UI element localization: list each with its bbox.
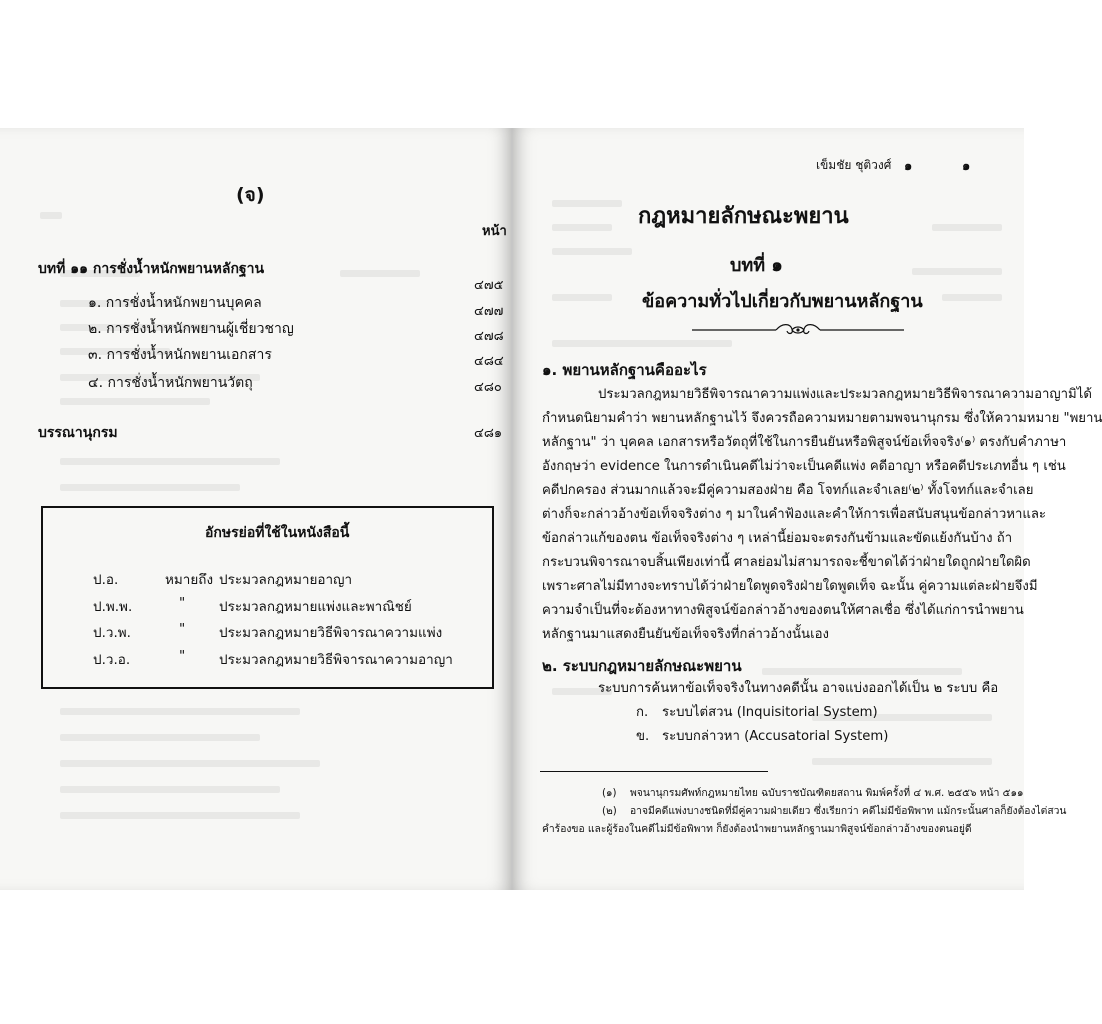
abbreviation: ป.ว.พ.: [93, 625, 131, 641]
toc-chapter-heading: บทที่ ๑๑ การชั่งน้ำหนักพยานหลักฐาน: [38, 261, 265, 277]
toc-page-number: ๔๗๕: [474, 278, 504, 293]
body-line: ความจำเป็นที่จะต้องหาทางพิสูจน์ข้อกล่าวอ้างของตนให้ศาลเชื่อ ซึ่งได้แก่การนำพยาน: [542, 603, 1024, 618]
bibliography-page: ๔๘๑: [474, 426, 503, 441]
abbreviation-means: ": [179, 595, 186, 611]
abbreviation: ป.พ.พ.: [93, 599, 133, 615]
page-column-label: หน้า: [482, 224, 507, 239]
chapter-label: บทที่ ๑: [730, 255, 783, 276]
abbreviation: ป.อ.: [93, 572, 119, 588]
toc-page-number: ๔๗๘: [474, 329, 504, 344]
body-line: คดีปกครอง ส่วนมากแล้วจะมีคู่ความสองฝ่าย คือ โจทก์และจำเลย⁽๒⁾ ทั้งโจทก์และจำเลย: [542, 483, 1034, 498]
section-heading: ๑. พยานหลักฐานคืออะไร: [542, 361, 707, 379]
body-line: หลักฐานมาแสดงยืนยันข้อเท็จจริงที่กล่าวอ้างนั้นเอง: [542, 627, 829, 642]
body-line: ประมวลกฎหมายวิธีพิจารณาความแพ่งและประมวลกฎหมายวิธีพิจารณาความอาญามิได้: [598, 387, 1092, 402]
toc-item: ๑. การชั่งน้ำหนักพยานบุคคล: [88, 295, 262, 311]
body-line: กำหนดนิยามคำว่า พยานหลักฐานไว้ จึงควรถือความหมายตามพจนานุกรม ซึ่งให้ความหมาย "พยาน: [542, 411, 1102, 426]
abbreviation: ป.ว.อ.: [93, 652, 131, 668]
toc-item: ๓. การชั่งน้ำหนักพยานเอกสาร: [88, 347, 272, 363]
list-item-marker: ข.: [636, 729, 650, 744]
body-line: อังกฤษว่า evidence ในการดำเนินคดีไม่ว่าจะเป็นคดีแพ่ง คดีอาญา หรือคดีประเภทอื่น ๆ เช่น: [542, 459, 1066, 474]
abbreviation-means: ": [179, 621, 186, 637]
body-line: ระบบการค้นหาข้อเท็จจริงในทางคดีนั้น อาจแบ่งออกได้เป็น ๒ ระบบ คือ: [598, 681, 999, 696]
abbreviations-box: [41, 506, 494, 689]
toc-item: ๔. การชั่งน้ำหนักพยานวัตถุ: [88, 375, 253, 391]
body-line: ข้อกล่าวแก้ของตน ข้อเท็จจริงต่าง ๆ เหล่านี้ย่อมจะตรงกันข้ามและขัดแย้งกันบ้าง ถ้า: [542, 531, 1013, 546]
section-heading: ๒. ระบบกฎหมายลักษณะพยาน: [542, 657, 742, 675]
footnote: พจนานุกรมศัพท์กฎหมายไทย ฉบับราชบัณฑิตยสถาน พิมพ์ครั้งที่ ๔ พ.ศ. ๒๕๕๖ หน้า ๕๑๑: [630, 787, 1024, 799]
abbreviation-means: หมายถึง: [165, 572, 214, 588]
footnote-rule: [540, 771, 768, 772]
abbreviation-full: ประมวลกฎหมายแพ่งและพาณิชย์: [219, 599, 412, 615]
toc-item: ๒. การชั่งน้ำหนักพยานผู้เชี่ยวชาญ: [88, 321, 294, 337]
running-header-author: เข็มชัย ชุติวงศ์: [816, 158, 892, 172]
toc-page-number: ๔๗๗: [474, 304, 504, 319]
toc-page-number: ๔๘๔: [474, 354, 504, 369]
footnote: อาจมีคดีแพ่งบางชนิดที่มีคู่ความฝ่ายเดียว ซึ่งเรียกว่า คดีไม่มีข้อพิพาท แม้กระนั้นศาลก็ยังต้องไต่สวน: [630, 805, 1067, 817]
abbreviation-full: ประมวลกฎหมายวิธีพิจารณาความอาญา: [219, 652, 453, 668]
running-header-mark: ๑: [904, 159, 913, 174]
page-number: ๑: [962, 159, 971, 174]
toc-page-number: ๔๘๐: [474, 380, 502, 395]
left-page: [0, 128, 512, 890]
body-line: ต่างก็จะกล่าวอ้างข้อเท็จจริงต่าง ๆ มาในคำฟ้องและคำให้การเพื่อสนับสนุนข้อกล่าวหาและ: [542, 507, 1047, 522]
abbreviation-means: ": [179, 648, 186, 664]
list-item: ระบบกล่าวหา (Accusatorial System): [662, 729, 889, 744]
bibliography-label: บรรณานุกรม: [38, 425, 118, 441]
footnote-continuation: คำร้องขอ และผู้ร้องในคดีไม่มีข้อพิพาท ก็ยังต้องนำพยานหลักฐานมาพิสูจน์ข้อกล่าวอ้างของตนอยู่ดี: [542, 823, 972, 835]
ornament-divider: [692, 320, 904, 340]
abbreviations-title: อักษรย่อที่ใช้ในหนังสือนี้: [205, 525, 350, 541]
list-item: ระบบไต่สวน (Inquisitorial System): [662, 705, 878, 720]
body-line: เพราะศาลไม่มีทางจะทราบได้ว่าฝ่ายใดพูดจริงฝ่ายใดพูดเท็จ ฉะนั้น คู่ความแต่ละฝ่ายจึงมี: [542, 579, 1038, 594]
body-line: หลักฐาน" ว่า บุคคล เอกสารหรือวัตถุที่ใช้ในการยืนยันหรือพิสูจน์ข้อเท็จจริง⁽๑⁾ ตรงกับคำภาษา: [542, 435, 1067, 450]
chapter-subtitle: ข้อความทั่วไปเกี่ยวกับพยานหลักฐาน: [642, 291, 923, 312]
body-line: กระบวนพิจารณาจบสิ้นเพียงเท่านี้ ศาลย่อมไม่สามารถจะชี้ขาดได้ว่าฝ่ายใดถูกฝ่ายใดผิด: [542, 555, 1031, 570]
abbreviation-full: ประมวลกฎหมายอาญา: [219, 572, 353, 588]
footnote-marker: (๑): [602, 787, 617, 799]
book-title: กฎหมายลักษณะพยาน: [638, 204, 849, 229]
abbreviation-full: ประมวลกฎหมายวิธีพิจารณาความแพ่ง: [219, 625, 443, 641]
right-page: [512, 128, 1102, 890]
page-number: (จ): [236, 184, 265, 206]
footnote-marker: (๒): [602, 805, 617, 817]
list-item-marker: ก.: [636, 705, 649, 720]
